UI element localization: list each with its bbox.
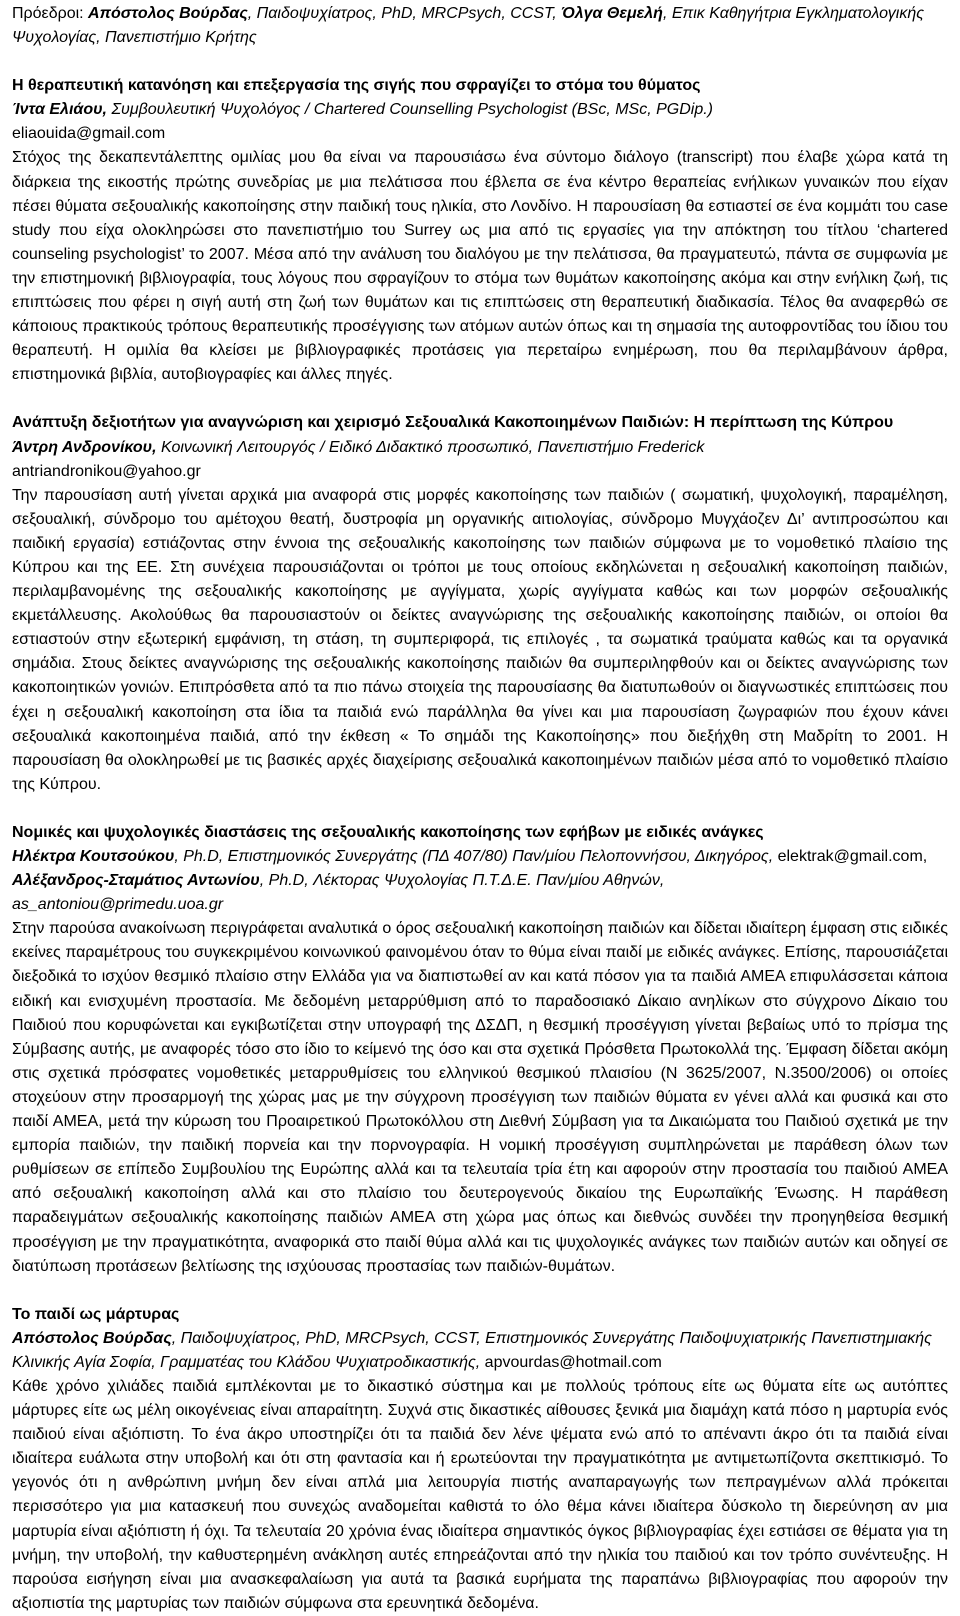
talk2-title: Ανάπτυξη δεξιοτήτων για αναγνώριση και χειρισμό Σεξουαλικά Κακοποιημένων Παιδιών: Η περίπτωση της Κύπρου (12, 414, 894, 432)
talk3-abstract: Στην παρούσα ανακοίνωση περιγράφεται αναλυτικά ο όρος σεξουαλική κακοποίηση παιδιών και δίδεται ιδιαίτερη έμφαση στις ειδικές εκείνες παραμέτρους του συγκεκριμένου κοινωνικού φαινομένου όταν το θύμα είναι παιδί με ειδικές ανάγκες. Επίσης, παρουσιάζεται διεξοδικά το ισχύον θεσμικό πλαίσιο στην Ελλάδα για να διαπιστωθεί αν και κατά πόσον για τα παιδιά ΑΜΕΑ επιφυλάσσεται κάποια ειδική και ενισχυμένη προστασία. Με δεδομένη μεταρρύθμιση από το παραδοσιακό Δίκαιο ανηλίκων στο σύγχρονο Δίκαιο του Παιδιού που κορυφώνεται και εγκιβωτίζεται στην υπογραφή της ΔΣΔΠ, η θεσμική προσέγγιση γίνεται βεβαίως υπό το πρίσμα της Σύμβασης αυτής, με αναφορές τόσο στο ίδιο το κείμενό της όσο και στα σχετικά Πρόσθετα Πρωτοκολλά της. Έμφαση δίδεται ακόμη στις σχετικά πρόσφατες νομοθετικές μεταρρυθμίσεις του ελληνικού θεσμικού πλαισίου (Ν 3625/2007, Ν.3500/2006) οι οποίες στοχεύουν στην προσαρμογή της χώρας μας με την σύγχρονη προσέγγιση των παιδιών θύματα εν γένει αλλά και φυσικά και στο παιδί ΑΜΕΑ, μετά την κύρωση του Προαιρετικού Πρωτοκόλλου στη Διεθνή Σύμβαση για τα Δικαιώματα του Παιδιού σχετικά με την εμπορία παιδιών, την παιδική πορνεία και την πορνογραφία. Η νομική προσέγγιση συμπληρώνεται με παράθεση όλων των ρυθμίσεων σε επίπεδο Συμβουλίου της Ευρώπης αλλά και τα τελευταία τρία έτη και αφορούν στην προστασία του παιδιού ΑΜΕΑ από σεξουαλική κακοποίηση αλλά και στο πλαίσιο του δευτερογενούς δικαίου της Ευρωπαϊκής Ένωσης. Η παράθεση παραδειγμάτων σεξουαλικής κακοποίησης παιδιών ΑΜΕΑ στη χώρα μας όπως και διεθνώς συνδέει την προηγηθείσα θεσμική προσέγγιση με την πραγματικότητα, αναφορικά στο παιδί θύμα αλλά και τις ψυχολογικές ανάγκες των παιδιών αυτών και οδηγεί σε διατύπωση προτάσεων βελτίωσης της ισχύουσας προστασίας των παιδιών-θυμάτων. (12, 920, 948, 1275)
talk2-abstract: Την παρουσίαση αυτή γίνεται αρχικά μια αναφορά στις μορφές κακοποίησης των παιδιών ( σωματική, ψυχολογική, παραμέληση, σεξουαλική, σύνδρομο του αμέτοχου θεατή, δυστροφία μη οργανικής αιτιολογίας, σύνδρομο Μυγχάοζεν Δι’ αντιπροσώπου και παιδική εργασία) εστιάζοντας στην έννοια της σεξουαλικής κακοποίησης των παιδιών σύμφωνα με το νομοθετικό πλαίσιο της Κύπρου και της ΕΕ. Στη συνέχεια παρουσιάζονται οι τρόποι με τους οποίους εκδηλώνεται η σεξουαλική κακοποίηση παιδιών, περιλαμβανομένης της σεξουαλικής κακοποίησης με αγγίγματα, χωρίς αγγίγματα καθώς και των μορφών σεξουαλικής εκμετάλλευσης. Ακολούθως θα παρουσιαστούν οι δείκτες αναγνώρισης της σεξουαλικής κακοποίησης παιδιών, οι οποίοι θα εστιαστούν στην εξωτερική εμφάνιση, τη στάση, τη συμπεριφορά, τις επιλογές , τα σωματικά τραύματα καθώς και τα οργανικά σημάδια. Στους δείκτες αναγνώρισης της σεξουαλικής κακοποίησης παιδιών θα συμπεριληφθούν και οι δείκτες αναγνώρισης των κακοποιητικών γονιών. Επιπρόσθετα από τα πιο πάνω στοιχεία της παρουσίασης θα διατυπωθούν οι διαγνωστικές επιπτώσεις που έχει η σεξουαλική κακοποίηση στα ίδια τα παιδιά ενώ παράλληλα θα γίνει και μια παρουσίαση ζωγραφιών που έχουν κάνει σεξουαλικά κακοποιημένα παιδιά, από την έκθεση « Το σημάδι της Κακοποίησης» που διεξήχθη στη Μαδρίτη το 2001. Η παρουσίαση θα ολοκληρωθεί με τις βασικές αρχές διαχείρισης σεξουαλικά κακοποιημένων παιδιών μέσα από το νομοθετικό πλαίσιο της Κύπρου. (12, 486, 948, 793)
talk1-email: eliaouida@gmail.com (12, 125, 166, 143)
session-chairs (12, 2, 948, 50)
talk1-author-affiliation: Συμβουλευτική Ψυχολόγος / Chartered Counselling Psychologist (BSc, MSc, PGDip.) (107, 101, 713, 119)
talk4-author-affiliation: , Παιδοψυχίατρος, PhD, MRCPsych, CCST, Επιστημονικός Συνεργάτης Παιδοψυχιατρικής Πανεπιστημιακής Κλινικής Αγία Σοφία, Γραμματέας του Κλάδου Ψυχιατροδικαστικής, (12, 1329, 932, 1371)
talk2-author (12, 436, 948, 460)
talk1-abstract: Στόχος της δεκαπεντάλεπτης ομιλίας μου θα είναι να παρουσιάσω ένα σύντομο διάλογο (transcript) που έλαβε χώρα κατά τη διάρκεια της εικοστής πρώτης συνεδρίας με μια πελάτισσα που έβλεπα σε ένα κέντρο θεραπείας ενήλικων γυναικών που είχαν πέσει θύματα σεξουαλικής κακοποίησης στην παιδική τους ηλικία, στο Λονδίνο. Η παρουσίαση θα εστιαστεί σε ένα κομμάτι του case study που είχα ολοκληρώσει στο πανεπιστήμιο του Surrey ως μια από τις εργασίες για την απόκτηση του τίτλου ‘chartered counseling psychologist’ το 2007. Μέσα από την ανάλυση του διαλόγου με την πελάτισσα, θα πραγματευτώ, πάντα σε συμφωνία με την επιστημονική βιβλιογραφία, τους λόγους που σφραγίζουν το στόμα των θυμάτων κακοποίησης ακόμα και στην ενήλικη ζωή, τις επιπτώσεις που φέρει η σιγή αυτή στη ζωή των θυμάτων και τις επιπτώσεις στη θεραπευτική διαδικασία. Τέλος θα αναφερθώ σε κάποιους πρακτικούς τρόπους θεραπευτικής προσέγγισης των ατόμων αυτών όπως και τη σημασία της αυτοφροντίδας του ίδιου του θεραπευτή. Η ομιλία θα κλείσει με βιβλιογραφικές προτάσεις για περεταίρω ενημέρωση, που θα περιλαμβάνουν άρθρα, επιστημονικά βιβλία, αυτοβιογραφίες και άλλες πηγές. (12, 149, 948, 384)
talk1-title: Η θεραπευτική κατανόηση και επεξεργασία της σιγής που σφραγίζει το στόμα του θύματος (12, 77, 701, 95)
talk3-author1-email: elektrak@gmail.com, (777, 848, 928, 865)
talk4-title: Το παιδί ως μάρτυρας (12, 1305, 180, 1323)
talk4-email: apvourdas@hotmail.com (480, 1353, 662, 1371)
talk3-author1-name: Ηλέκτρα Κουτσούκου (12, 848, 175, 865)
talk3-title: Νομικές και ψυχολογικές διαστάσεις της σεξουαλικής κακοποίησης των εφήβων με ειδικές ανάγκες (12, 823, 764, 841)
talk4-abstract: Κάθε χρόνο χιλιάδες παιδιά εμπλέκονται με το δικαστικό σύστημα και με πολλούς τρόπους είτε ως θύματα είτε ως αυτόπτες μάρτυρες είτε ως μέλη οικογένειας είναι απαραίτητη. Συχνά στις δικαστικές αίθουσες ξενικά μια διαμάχη κατά πόσο η μαρτυρία ενός παιδιού είναι αξιόπιστη. Το ένα άκρο υποστηρίζει ότι τα παιδιά δεν λένε ψέματα ενώ από το απέναντι άκρο ότι τα παιδιά είναι ιδιαίτερα ευάλωτα στην υποβολή και ότι στη φαντασία και ή ερωτεύονται την πραγματικότητα με αντιμετωπίζοντα σκεπτικισμό. Το γεγονός ότι η ανθρώπινη μνήμη δεν είναι απλά μια λειτουργία πιστής αναπαραγωγής των πεπραγμένων αλλά πρόκειται περισσότερο για μια κατασκευή που συνεχώς αναδομείται καθιστά το όλο θέμα κάνει ιδιαίτερα δύσκολο τη διερεύνηση αν μια μαρτυρία είναι αξιόπιστη ή όχι. Τα τελευταία 20 χρόνια ένας ιδιαίτερα σημαντικός όγκος βιβλιογραφίας έχει εστιάσει σε θέματα για τη μνήμη, την υποβολή, την καθυστερημένη ανάκληση αυτές επηρεάζονται από την ηλικία του παιδιού και τον τρόπο συνέντευξης. Η παρούσα εισήγηση είναι μια ανασκεφαλαίωση για αυτά τα βασικά ευρήματα της παραπάνω βιβλιογραφίας που αφορούν την αξιοπιστία της μαρτυρίας των παιδιών σύμφωνα στα ερευνητικά δεδομένα. (12, 1377, 948, 1612)
talk2-email: antriandronikou@yahoo.gr (12, 462, 201, 480)
chair2-name: Όλγα Θεμελή (561, 5, 663, 22)
talk3-authors (12, 845, 948, 893)
talk4-author (12, 1327, 948, 1375)
talk2-author-name: Άντρη Ανδρονίκου, (12, 438, 157, 456)
chair2-affiliation: , Επικ Καθηγήτρια Εγκληματολογικής Ψυχολογίας, Πανεπιστήμιο Κρήτης (12, 5, 925, 47)
talk2-author-affiliation: Κοινωνική Λειτουργός / Ειδικό Διδακτικό προσωπικό, Πανεπιστήμιο Frederick (156, 438, 705, 456)
talk3-author2-email: as_antoniou@primedu.uoa.gr (12, 896, 224, 914)
chair1-affiliation: , Παιδοψυχίατρος, PhD, MRCPsych, CCST, (247, 5, 562, 22)
talk1-author (12, 98, 948, 122)
spacer (12, 797, 948, 821)
talk1-author-name: Ίντα Ελιάου, (12, 101, 107, 119)
talk3-author1-affiliation: , Ph.D, Επιστημονικός Συνεργάτης (ΠΔ 407/80) Παν/μίου Πελοποννήσου, Δικηγόρος, (174, 848, 774, 865)
spacer (12, 1279, 948, 1303)
spacer (12, 50, 948, 74)
talk3-author2-affiliation: , Ph.D, Λέκτορας Ψυχολογίας Π.Τ.Δ.Ε. Παν/μίου Αθηνών, (259, 872, 665, 890)
spacer (12, 387, 948, 411)
chair1-name: Απόστολος Βούρδας (88, 5, 248, 22)
talk4-author-name: Απόστολος Βούρδας (12, 1329, 172, 1347)
talk3-author2-name: Αλέξανδρος-Σταμάτιος Αντωνίου (12, 872, 260, 890)
chairs-label: Πρόεδροι: (12, 5, 89, 22)
